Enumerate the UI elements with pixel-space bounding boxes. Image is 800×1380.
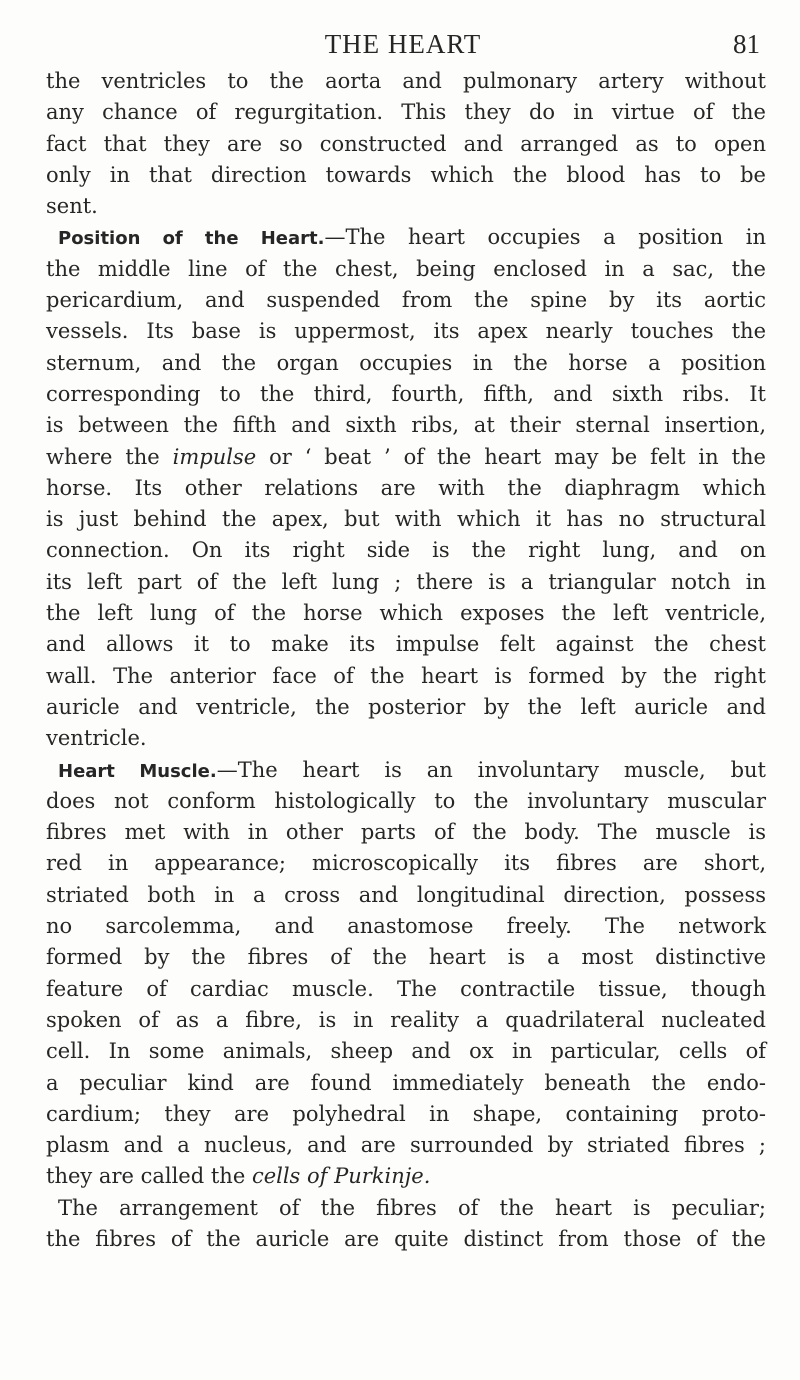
text-line: the left lung of the horse which exposes the left ventricle, <box>46 601 766 626</box>
text-line: no sarcolemma, and anastomose freely. The network <box>46 914 766 939</box>
text-line: any chance of regurgitation. This they do in virtue of the <box>46 100 766 125</box>
text-line: the fibres of the auricle are quite distinct from those of the <box>46 1226 766 1251</box>
text-line: only in that direction towards which the blood has to be <box>46 162 766 187</box>
text-line: The arrangement of the fibres of the heart is peculiar; <box>58 1195 766 1220</box>
text-run: or ‘ beat ’ of the heart may be felt in the <box>269 444 766 469</box>
section-heading-heart-muscle: Heart Muscle. <box>58 760 217 782</box>
text-line: formed by the fibres of the heart is a most distinctive <box>46 945 766 970</box>
running-head <box>46 26 760 62</box>
text-run: where the <box>46 444 160 469</box>
text-line: sent. <box>46 194 98 219</box>
text-line: plasm and a nucleus, and are surrounded by striated fibres ; <box>46 1133 766 1158</box>
running-head-title: THE HEART <box>324 29 482 59</box>
text-line: spoken of as a fibre, is in reality a quadrilateral nucleated <box>46 1007 766 1032</box>
section-first-line <box>46 222 766 253</box>
text-line: sternum, and the organ occupies in the horse a position <box>46 350 766 375</box>
text-line: red in appearance; microscopically its fibres are short, <box>46 851 766 876</box>
text-line: its left part of the left lung ; there is a triangular notch in <box>46 569 766 594</box>
italic-term-cells-of-purkinje: cells of Purkinje. <box>251 1164 431 1189</box>
text-line: striated both in a cross and longitudinal direction, possess <box>46 882 766 907</box>
section-heading-position-of-heart: Position of the Heart. <box>58 228 325 250</box>
italic-term-impulse: impulse <box>172 444 257 469</box>
text-line <box>46 1161 766 1192</box>
text-line: auricle and ventricle, the posterior by the left auricle and <box>46 694 766 719</box>
text-line: fibres met with in other parts of the body. The muscle is <box>46 820 766 845</box>
text-line: cell. In some animals, sheep and ox in particular, cells of <box>46 1039 766 1064</box>
text-line: is between the fifth and sixth ribs, at their sternal insertion, <box>46 413 766 438</box>
text-line: connection. On its right side is the right lung, and on <box>46 538 766 563</box>
text-line: horse. Its other relations are with the diaphragm which <box>46 475 766 500</box>
text-line: cardium; they are polyhedral in shape, containing proto- <box>46 1101 766 1126</box>
text-line: corresponding to the third, fourth, fifth, and sixth ribs. It <box>46 381 766 406</box>
section-first-line <box>46 755 766 786</box>
text-line: the middle line of the chest, being enclosed in a sac, the <box>46 256 766 281</box>
text-line: pericardium, and suspended from the spine by its aortic <box>46 288 766 313</box>
text-line: and allows it to make its impulse felt against the chest <box>46 632 766 657</box>
text-run: —The heart is an involuntary muscle, but <box>216 757 766 782</box>
text-line <box>46 442 766 473</box>
text-line: the ventricles to the aorta and pulmonary artery without <box>46 69 766 93</box>
text-run: they are called the <box>46 1164 246 1189</box>
text-run: —The heart occupies a position in <box>324 225 766 250</box>
text-line: a peculiar kind are found immediately beneath the endo- <box>46 1070 766 1095</box>
text-line: is just behind the apex, but with which it has no structural <box>46 507 766 532</box>
text-line: feature of cardiac muscle. The contractile tissue, though <box>46 976 766 1001</box>
text-line: wall. The anterior face of the heart is formed by the right <box>46 663 766 688</box>
text-line: fact that they are so constructed and arranged as to open <box>46 131 766 156</box>
body-text <box>46 66 766 1255</box>
text-line: does not conform histologically to the involuntary muscular <box>46 788 766 813</box>
page-number: 81 <box>733 29 760 59</box>
text-line: ventricle. <box>46 726 147 751</box>
text-line: vessels. Its base is uppermost, its apex nearly touches the <box>46 319 766 344</box>
